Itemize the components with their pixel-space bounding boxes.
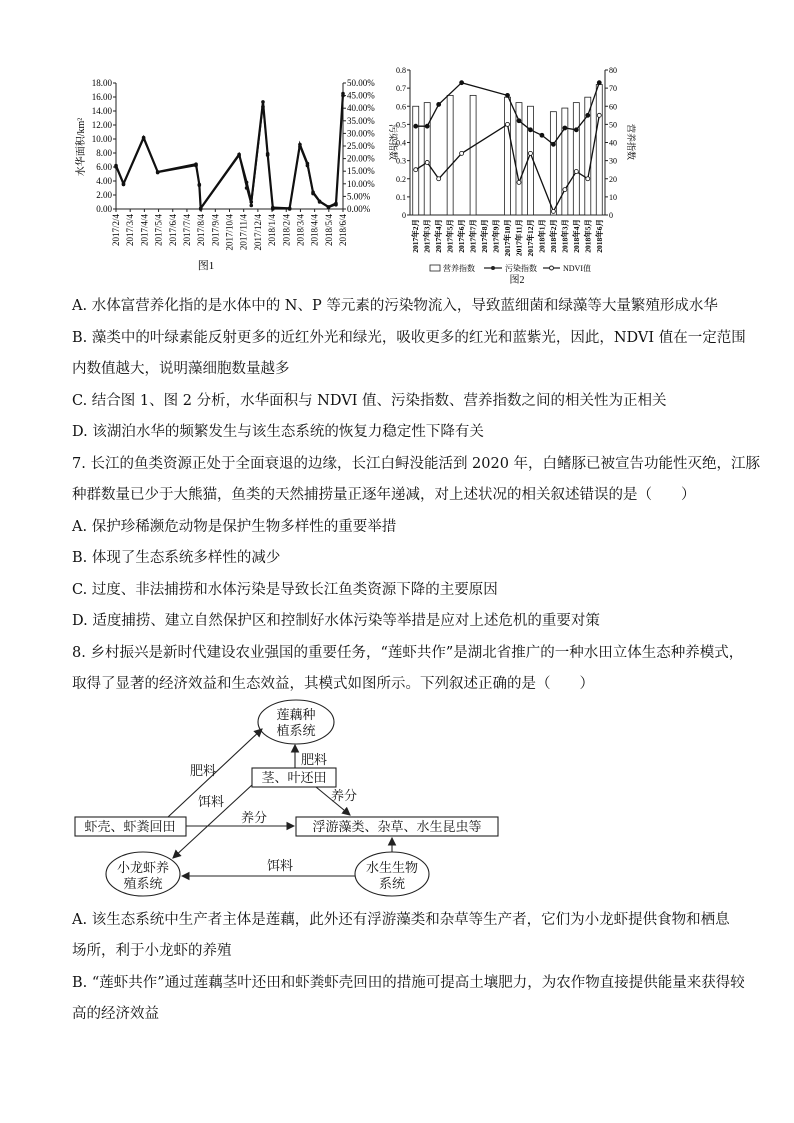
- q6-option-d: D. 该湖泊水华的频繁发生与该生态系统的恢复力稳定性下降有关: [72, 424, 484, 440]
- q6-option-a: A. 水体富营养化指的是水体中的 N、P 等元素的污染物流入，导致蓝细菌和绿藻等大量繁殖形成水华: [72, 298, 718, 314]
- f1-series-2-point: [198, 183, 202, 187]
- figure2-legend: [430, 263, 591, 273]
- node-crayfish-label-1: 小龙虾养: [116, 860, 170, 875]
- f1-left-tick-label: 16.00: [91, 92, 112, 102]
- f1-right-tick-label: 5.00%: [347, 191, 371, 202]
- f1-series-2-point: [249, 204, 253, 208]
- f2-left-tick-label: 0.6: [396, 102, 406, 112]
- f2-left-tick-label: 0.5: [396, 120, 406, 130]
- f1-x-tick-label: 2018/3/4: [295, 214, 306, 247]
- f2-ndvi-point: [506, 122, 510, 126]
- f1-right-tick-label: 10.00%: [347, 178, 375, 189]
- figure2-left-ylabel: 污染指数: [388, 123, 398, 161]
- f2-pollution-point: [506, 93, 510, 97]
- f2-nutrient-bar: [573, 103, 579, 215]
- f1-left-tick-label: 10.00: [91, 134, 112, 144]
- f1-series-2-point: [122, 183, 126, 187]
- f2-x-tick-label: 2018年3月: [560, 219, 570, 253]
- q7-stem-2: 种群数量已少于大熊猫，鱼类的天然捕捞量正逐年递减，对上述状况的相关叙述错误的是（ ）: [72, 487, 696, 503]
- q7-option-d: D. 适度捕捞、建立自然保护区和控制好水体污染等举措是应对上述危机的重要对策: [72, 613, 600, 629]
- f1-left-tick-label: 14.00: [91, 106, 112, 116]
- q6-option-b-cont: 内数值越大，说明藻细胞数量越多: [72, 361, 290, 377]
- edge-fertilizer-top: 肥料: [300, 752, 328, 767]
- f1-x-tick-label: 2018/2/4: [281, 214, 292, 247]
- f1-series-2-point: [298, 145, 302, 149]
- figure2-right-ylabel: 营养指数: [626, 123, 636, 161]
- f1-left-tick-label: 6.00: [96, 162, 112, 172]
- f2-nutrient-bar: [470, 95, 476, 215]
- f2-pollution-point: [540, 133, 544, 137]
- q8-stem-1: 8. 乡村振兴是新时代建设农业强国的重要任务，“莲虾共作”是湖北省推广的一种水田立体生态种养模式，: [72, 645, 744, 661]
- f1-x-tick-label: 2017/4/4: [139, 214, 150, 247]
- f1-series-1-line: [116, 94, 343, 209]
- f1-x-tick-label: 2018/1/4: [267, 214, 278, 247]
- f1-x-tick-label: 2017/8/4: [196, 214, 207, 247]
- f2-pollution-point: [414, 124, 418, 128]
- q7-option-b: B. 体现了生态系统多样性的减少: [72, 550, 281, 566]
- f2-ndvi-point: [563, 188, 567, 192]
- f1-series-2-point: [334, 203, 338, 207]
- f2-pollution-point: [563, 126, 567, 130]
- node-plankton-label: 浮游藻类、杂草、水生昆虫等: [312, 819, 482, 834]
- f1-series-2-point: [271, 207, 275, 211]
- f2-ndvi-point: [425, 160, 429, 164]
- q8-stem-2: 取得了显著的经济效益和生态效益，其模式如图所示。下列叙述正确的是（ ）: [72, 676, 594, 692]
- f2-left-tick-label: 0.8: [396, 66, 406, 75]
- f1-x-tick-label: 2017/12/4: [252, 214, 263, 251]
- f2-right-tick-label: 40: [609, 138, 617, 148]
- f1-series-2-point: [199, 207, 203, 211]
- q8-option-b: B. “莲虾共作”通过莲藕茎叶还田和虾粪虾壳回田的措施可提高土壤肥力，为农作物直接提供能量来获得较: [72, 975, 745, 991]
- f1-left-tick-label: 18.00: [91, 78, 112, 88]
- f2-ndvi-point: [586, 177, 590, 181]
- f2-pollution-point: [551, 142, 555, 146]
- q6-option-b: B. 藻类中的叶绿素能反射更多的近红外光和绿光，吸收更多的红光和蓝紫光，因此，NDVI 值在一定范围: [72, 330, 746, 346]
- figure2-chart: [388, 62, 642, 287]
- figure2-caption: 图2: [509, 275, 525, 286]
- f2-ndvi-point: [574, 170, 578, 174]
- f2-left-tick-label: 0.7: [396, 84, 406, 94]
- edge-nutrient-2: 养分: [240, 810, 268, 825]
- f1-left-tick-label: 8.00: [96, 148, 112, 158]
- f2-ndvi-point: [460, 151, 464, 155]
- f1-series-2-point: [266, 153, 270, 157]
- f2-nutrient-bar: [447, 95, 453, 215]
- f2-nutrient-bar: [596, 85, 602, 216]
- legend-nutrient: 营养指数: [443, 264, 475, 273]
- f2-left-tick-label: 0: [402, 211, 406, 220]
- f2-right-tick-label: 80: [609, 66, 617, 75]
- f2-ndvi-point: [551, 209, 555, 213]
- f2-right-tick-label: 50: [609, 120, 617, 130]
- edge-feed-1: 饵料: [197, 794, 225, 809]
- f1-series-2-point: [318, 200, 322, 204]
- q8-option-a-cont: 场所，利于小龙虾的养殖: [72, 943, 232, 959]
- f2-x-tick-label: 2017年2月: [411, 219, 421, 253]
- f1-x-tick-label: 2017/2/4: [111, 214, 121, 247]
- f1-right-tick-label: 30.00%: [347, 128, 375, 139]
- f2-right-tick-label: 0: [609, 211, 613, 220]
- f1-series-2-point: [306, 164, 310, 168]
- edge-nutrient-1: 养分: [330, 788, 358, 803]
- f1-right-tick-label: 35.00%: [347, 115, 375, 126]
- legend-pollution: 污染指数: [505, 264, 537, 273]
- f2-left-tick-label: 0.3: [396, 156, 406, 166]
- legend-ndvi: NDVI值: [563, 264, 591, 273]
- f1-series-2-point: [156, 171, 160, 175]
- f1-series-2-point: [245, 186, 249, 190]
- f2-x-tick-label: 2018年1月: [537, 219, 547, 253]
- f1-right-tick-label: 15.00%: [347, 166, 375, 177]
- figure1-caption: 图1: [197, 260, 215, 272]
- f1-series-2-point: [288, 207, 292, 211]
- q8-diagram: [70, 696, 520, 901]
- f1-series-2-point: [261, 105, 265, 109]
- f1-series-2-point: [341, 94, 345, 98]
- f1-right-tick-label: 20.00%: [347, 153, 375, 164]
- edge-fertilizer-left: 肥料: [189, 763, 217, 778]
- node-shell-label: 虾壳、虾粪回田: [84, 819, 176, 834]
- f1-x-tick-label: 2017/5/4: [153, 214, 164, 247]
- f2-nutrient-bar: [550, 112, 556, 215]
- f2-x-tick-label: 2017年6月: [457, 219, 467, 253]
- f1-series-2-point: [311, 192, 315, 196]
- f1-series-2-point: [237, 154, 241, 158]
- f2-ndvi-point: [597, 113, 601, 117]
- f2-nutrient-bar: [527, 106, 533, 215]
- f2-x-tick-label: 2017年9月: [491, 219, 501, 253]
- f2-pollution-point: [574, 128, 578, 132]
- f2-x-tick-label: 2018年5月: [583, 219, 593, 253]
- q6-option-c: C. 结合图 1、图 2 分析，水华面积与 NDVI 值、污染指数、营养指数之间的相关性为正相关: [72, 393, 667, 409]
- f1-x-tick-label: 2017/10/4: [224, 214, 235, 251]
- f2-right-tick-label: 60: [609, 102, 617, 112]
- f1-x-tick-label: 2017/3/4: [125, 214, 136, 247]
- f2-ndvi-point: [528, 151, 532, 155]
- f2-nutrient-bar: [562, 108, 568, 215]
- q7-stem-1: 7. 长江的鱼类资源正处于全面衰退的边缘，长江白鲟没能活到 2020 年，白鳍豚已被宣告功能性灭绝，江豚: [72, 456, 761, 472]
- f1-left-tick-label: 12.00: [91, 120, 112, 130]
- f2-x-tick-label: 2018年4月: [571, 219, 581, 253]
- f1-right-tick-label: 45.00%: [347, 90, 375, 101]
- node-crayfish-label-2: 殖系统: [123, 876, 163, 891]
- q7-option-c: C. 过度、非法捕捞和水体污染是导致长江鱼类资源下降的主要原因: [72, 582, 498, 598]
- f1-left-tick-label: 4.00: [96, 176, 112, 186]
- f2-left-tick-label: 0.2: [396, 174, 406, 184]
- f2-right-tick-label: 70: [609, 84, 617, 94]
- f2-left-tick-label: 0.4: [396, 138, 406, 148]
- figure1-chart: [70, 75, 390, 285]
- f2-ndvi-point: [414, 168, 418, 172]
- f2-ndvi-point: [437, 177, 441, 181]
- f1-right-tick-label: 25.00%: [347, 141, 375, 151]
- figure1-ylabel: 水华面积/km²: [76, 117, 87, 177]
- node-lotus-label-1: 莲藕种: [276, 707, 316, 722]
- f1-series-2-point: [142, 137, 146, 141]
- q8-option-b-cont: 高的经济效益: [72, 1006, 159, 1022]
- node-aquatic-label-1: 水生生物: [365, 860, 419, 875]
- f2-pollution-point: [437, 102, 441, 106]
- f2-right-tick-label: 30: [609, 156, 617, 166]
- f1-x-tick-label: 2017/7/4: [181, 214, 192, 247]
- f1-series-1-point: [261, 100, 265, 104]
- f2-right-tick-label: 20: [609, 174, 617, 184]
- f1-series-2-point: [114, 165, 118, 169]
- f1-x-tick-label: 2018/5/4: [323, 214, 334, 247]
- f1-series-2-point: [194, 164, 198, 168]
- f2-pollution-point: [586, 113, 590, 117]
- f2-nutrient-bar: [413, 106, 419, 215]
- f2-pollution-point: [528, 128, 532, 132]
- node-lotus-label-2: 植系统: [276, 723, 316, 738]
- f1-right-tick-label: 40.00%: [347, 103, 375, 114]
- f2-nutrient-bar: [424, 103, 430, 215]
- f1-right-tick-label: 0.00%: [347, 204, 371, 214]
- f2-nutrient-bar: [505, 97, 511, 215]
- f2-x-tick-label: 2017年7月: [468, 219, 478, 253]
- f2-x-tick-label: 2017年3月: [422, 219, 432, 253]
- node-stem-label: 茎、叶还田: [261, 770, 327, 785]
- f1-left-tick-label: 2.00: [96, 190, 112, 200]
- f2-pollution-point: [460, 81, 464, 85]
- q8-option-a: A. 该生态系统中生产者主体是莲藕，此外还有浮游藻类和杂草等生产者，它们为小龙虾提供食物和栖息: [72, 912, 730, 928]
- node-aquatic-label-2: 系统: [378, 876, 406, 891]
- f1-series-2-point: [327, 206, 331, 210]
- f2-pollution-point: [517, 119, 521, 123]
- edge-feed-2: 饵料: [266, 858, 294, 873]
- f2-x-tick-label: 2017年12月: [525, 219, 535, 257]
- f1-x-tick-label: 2017/9/4: [210, 214, 221, 247]
- f2-x-tick-label: 2018年2月: [548, 219, 558, 253]
- f1-x-tick-label: 2017/6/4: [167, 214, 178, 247]
- f2-pollution-point: [425, 124, 429, 128]
- f2-x-tick-label: 2017年8月: [480, 219, 490, 253]
- f1-right-tick-label: 50.00%: [347, 78, 375, 88]
- f2-right-tick-label: 10: [609, 192, 617, 202]
- f2-pollution-point: [597, 81, 601, 85]
- q7-option-a: A. 保护珍稀濒危动物是保护生物多样性的重要举措: [72, 519, 397, 535]
- f2-x-tick-label: 2017年10月: [503, 219, 512, 257]
- f2-left-tick-label: 0.1: [396, 192, 406, 202]
- f2-x-tick-label: 2018年6月: [594, 219, 604, 253]
- f1-x-tick-label: 2018/6/4: [338, 214, 348, 247]
- f1-x-tick-label: 2018/4/4: [309, 214, 320, 247]
- f1-x-tick-label: 2017/11/4: [238, 214, 249, 251]
- f2-x-tick-label: 2017年5月: [445, 219, 455, 253]
- f1-left-tick-label: 0.00: [96, 204, 112, 214]
- f2-x-tick-label: 2017年11月: [514, 219, 524, 257]
- f2-x-tick-label: 2017年4月: [434, 219, 444, 253]
- f2-ndvi-point: [517, 180, 521, 184]
